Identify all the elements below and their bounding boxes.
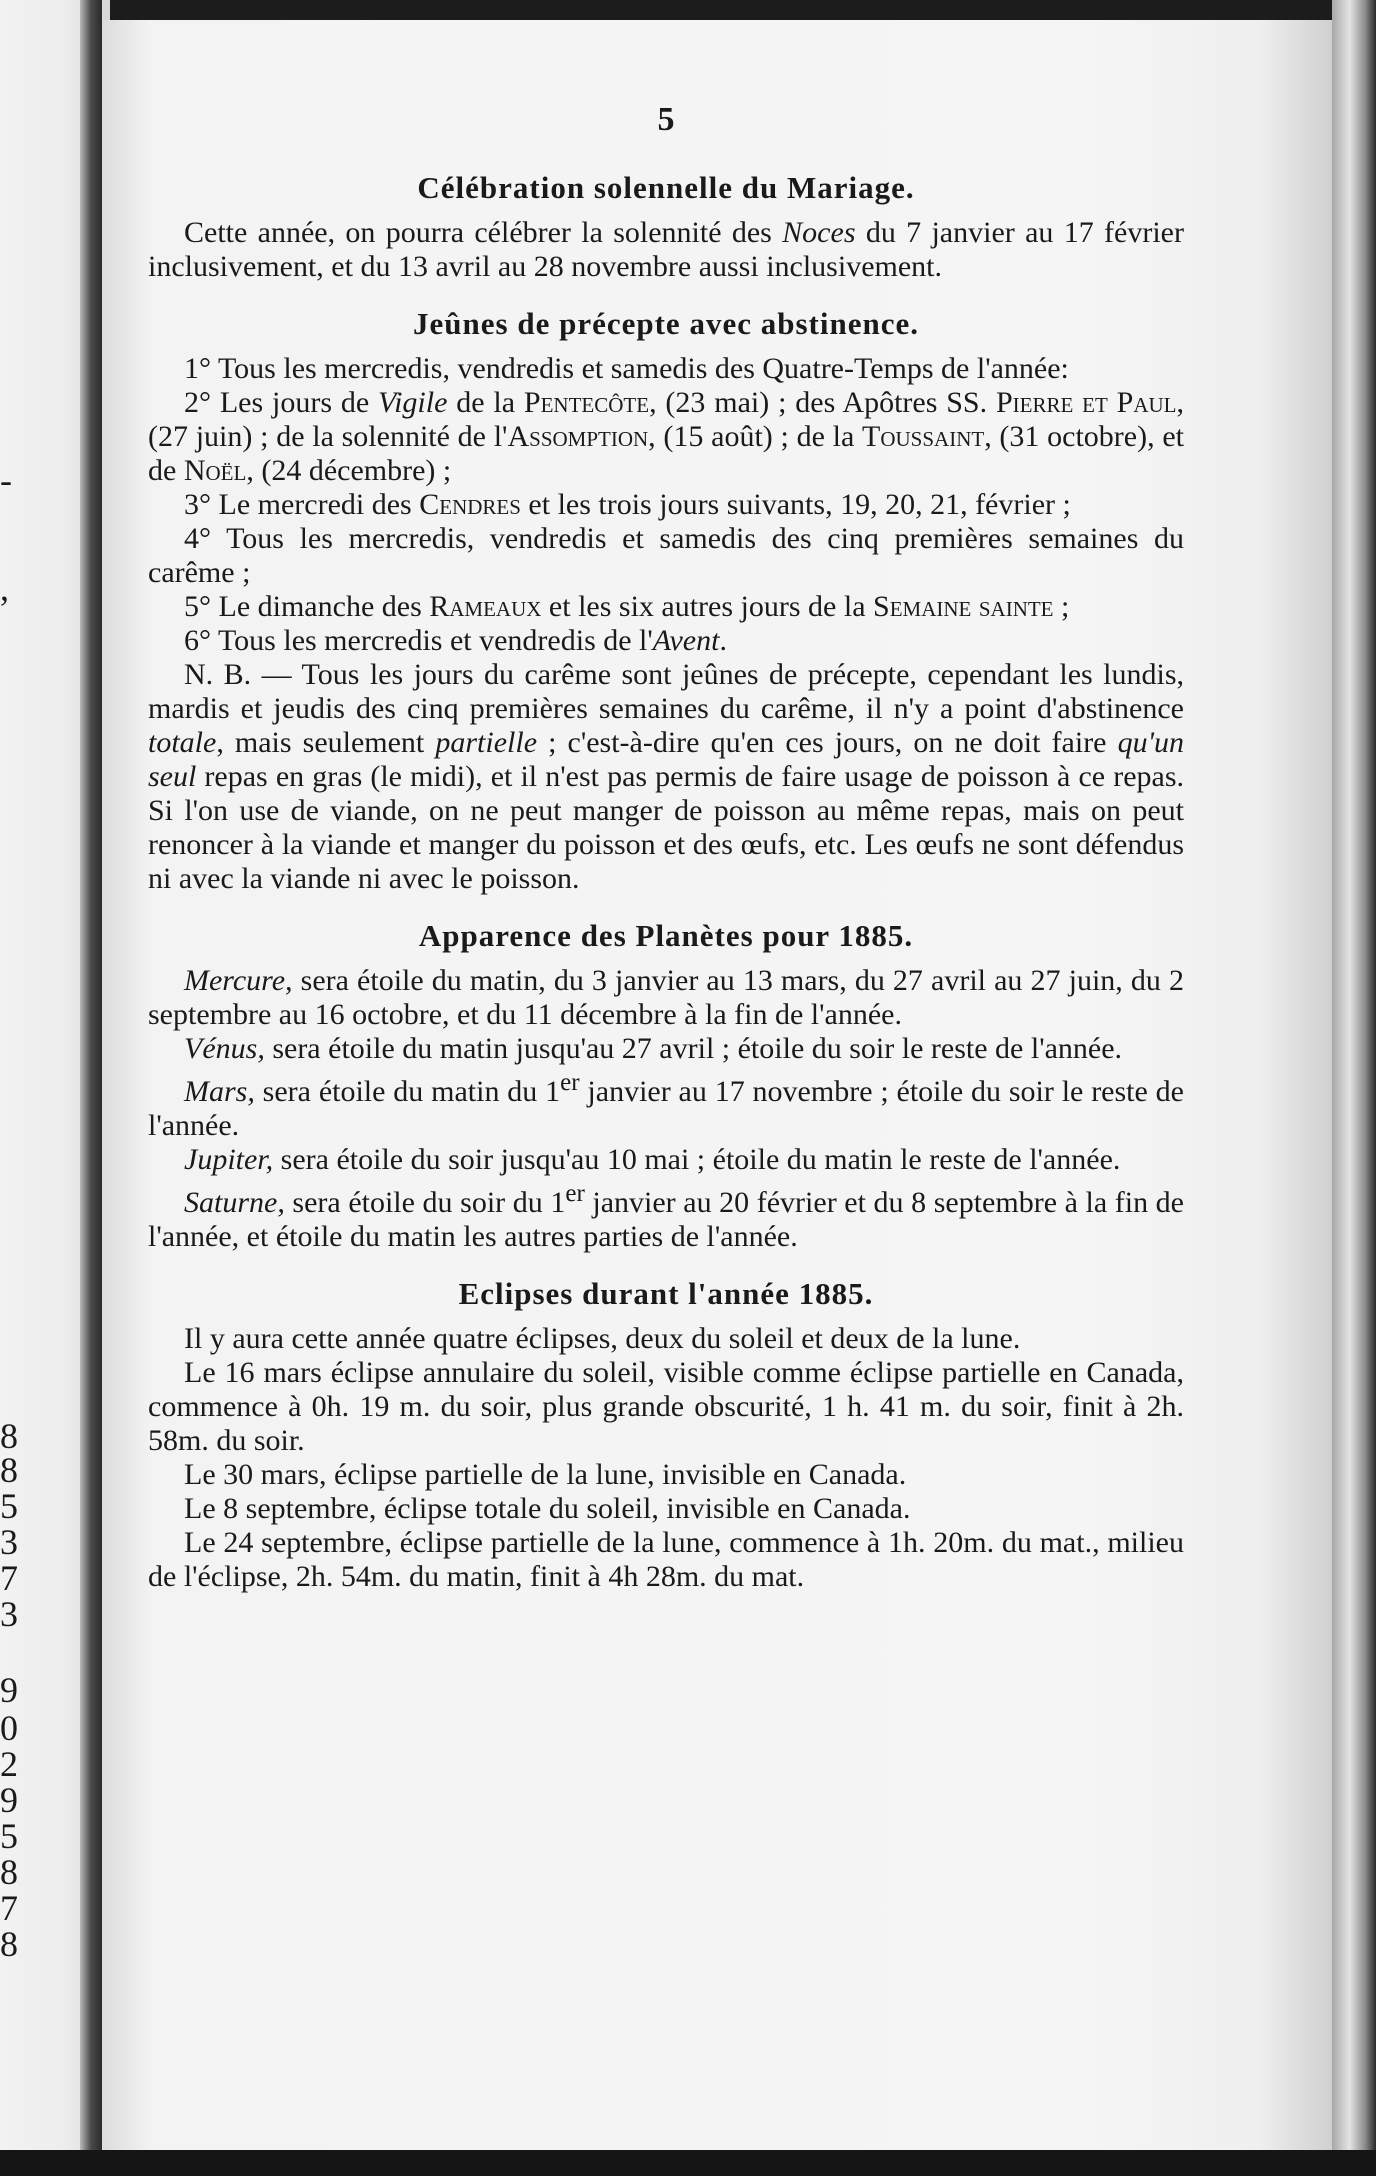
fragment: 5 [0, 1486, 18, 1526]
previous-page-fragments [0, 0, 80, 2176]
fragment: 8 [0, 1450, 18, 1490]
paragraph-mars: Mars, sera étoile du matin du 1er janvier au 17 novembre ; étoile du soir le reste de l'année. [148, 1069, 1184, 1142]
paragraph: 5° Le dimanche des Rameaux et les six autres jours de la Semaine sainte ; [184, 590, 1070, 623]
paragraph-saturne: Saturne, sera étoile du soir du 1er janvier au 20 février et du 8 septembre à la fin de l'année, et étoile du matin les autres parties de l'année. [148, 1180, 1184, 1253]
section-title: Apparence des Planètes pour 1885. [418, 918, 914, 953]
fragment: 9 [0, 1670, 18, 1710]
section-eclipses [148, 1274, 1184, 1594]
fragment: 2 [0, 1744, 18, 1784]
fragment: 3 [0, 1594, 18, 1634]
page-bottom-edge [0, 2150, 1376, 2176]
paragraph: 1° Tous les mercredis, vendredis et samedis des Quatre-Temps de l'année: [184, 352, 1069, 385]
section-mariage [148, 168, 1184, 284]
fragment: 8 [0, 1924, 18, 1964]
paragraph: Le 24 septembre, éclipse partielle de la lune, commence à 1h. 20m. du mat., milieu de l'éclipse, 2h. 54m. du matin, finit à 4h 28m. du mat. [148, 1526, 1184, 1593]
fragment: 7 [0, 1558, 18, 1598]
page-number: 5 [657, 101, 675, 138]
page-content [148, 100, 1184, 1614]
paragraph-venus: Vénus, sera étoile du matin jusqu'au 27 avril ; étoile du soir le reste de l'année. [184, 1032, 1123, 1065]
paragraph: Il y aura cette année quatre éclipses, deux du soleil et deux de la lune. [184, 1322, 1021, 1355]
paragraph: 2° Les jours de Vigile de la Pentecôte, (23 mai) ; des Apôtres SS. Pierre et Paul, (27 juin) ; de la solennité de l'Assomption, (15 août) ; de la Toussaint, (31 octobre), et de Noël, (24 décembre) ; [148, 386, 1184, 487]
fragment: , [0, 568, 9, 608]
fragment: 3 [0, 1522, 18, 1562]
section-planetes [148, 916, 1184, 1254]
fragment: 5 [0, 1816, 18, 1856]
fragment: 8 [0, 1416, 18, 1456]
fragment: 0 [0, 1708, 18, 1748]
paragraph: 4° Tous les mercredis, vendredis et samedis des cinq premières semaines du carême ; [148, 522, 1184, 589]
fragment: - [0, 460, 12, 500]
paragraph: Cette année, on pourra célébrer la solennité des Noces du 7 janvier au 17 février inclusivement, et du 13 avril au 28 novembre aussi inclusivement. [148, 216, 1184, 283]
paragraph: Le 8 septembre, éclipse totale du soleil, invisible en Canada. [184, 1492, 911, 1525]
paragraph: Le 30 mars, éclipse partielle de la lune, invisible en Canada. [184, 1458, 907, 1491]
paragraph: 6° Tous les mercredis et vendredis de l'Avent. [184, 624, 727, 657]
fragment: 9 [0, 1780, 18, 1820]
section-title: Eclipses durant l'année 1885. [458, 1276, 874, 1311]
page-edge [1332, 0, 1376, 2176]
section-title: Jeûnes de précepte avec abstinence. [413, 306, 919, 341]
section-jeunes [148, 304, 1184, 896]
paragraph-nb: N. B. — Tous les jours du carême sont jeûnes de précepte, cependant les lundis, mardis et jeudis des cinq premières semaines du carême, il n'y a point d'abstinence totale, mais seulement partielle ; c'est-à-dire qu'en ces jours, on ne doit faire qu'un seul repas en gras (le midi), et il n'est pas permis de faire usage de poisson à ce repas. Si l'on use de viande, on ne peut manger de poisson au même repas, mais on peut renoncer à la viande et manger du poisson et des œufs, etc. Les œufs ne sont défendus ni avec la viande ni avec le poisson. [148, 658, 1184, 895]
paragraph: 3° Le mercredi des Cendres et les trois jours suivants, 19, 20, 21, février ; [184, 488, 1071, 521]
book-binding [80, 0, 102, 2176]
section-title: Célébration solennelle du Mariage. [417, 170, 915, 205]
fragment: 7 [0, 1888, 18, 1928]
paragraph-jupiter: Jupiter, sera étoile du soir jusqu'au 10 mai ; étoile du matin le reste de l'année. [184, 1143, 1121, 1176]
paragraph: Le 16 mars éclipse annulaire du soleil, visible comme éclipse partielle en Canada, commence à 0h. 19 m. du soir, plus grande obscurité, 1 h. 41 m. du soir, finit à 2h. 58m. du soir. [148, 1356, 1184, 1457]
paragraph-mercure: Mercure, sera étoile du matin, du 3 janvier au 13 mars, du 27 avril au 27 juin, du 2 septembre au 16 octobre, et du 11 décembre à la fin de l'année. [148, 964, 1184, 1031]
fragment: 8 [0, 1852, 18, 1892]
